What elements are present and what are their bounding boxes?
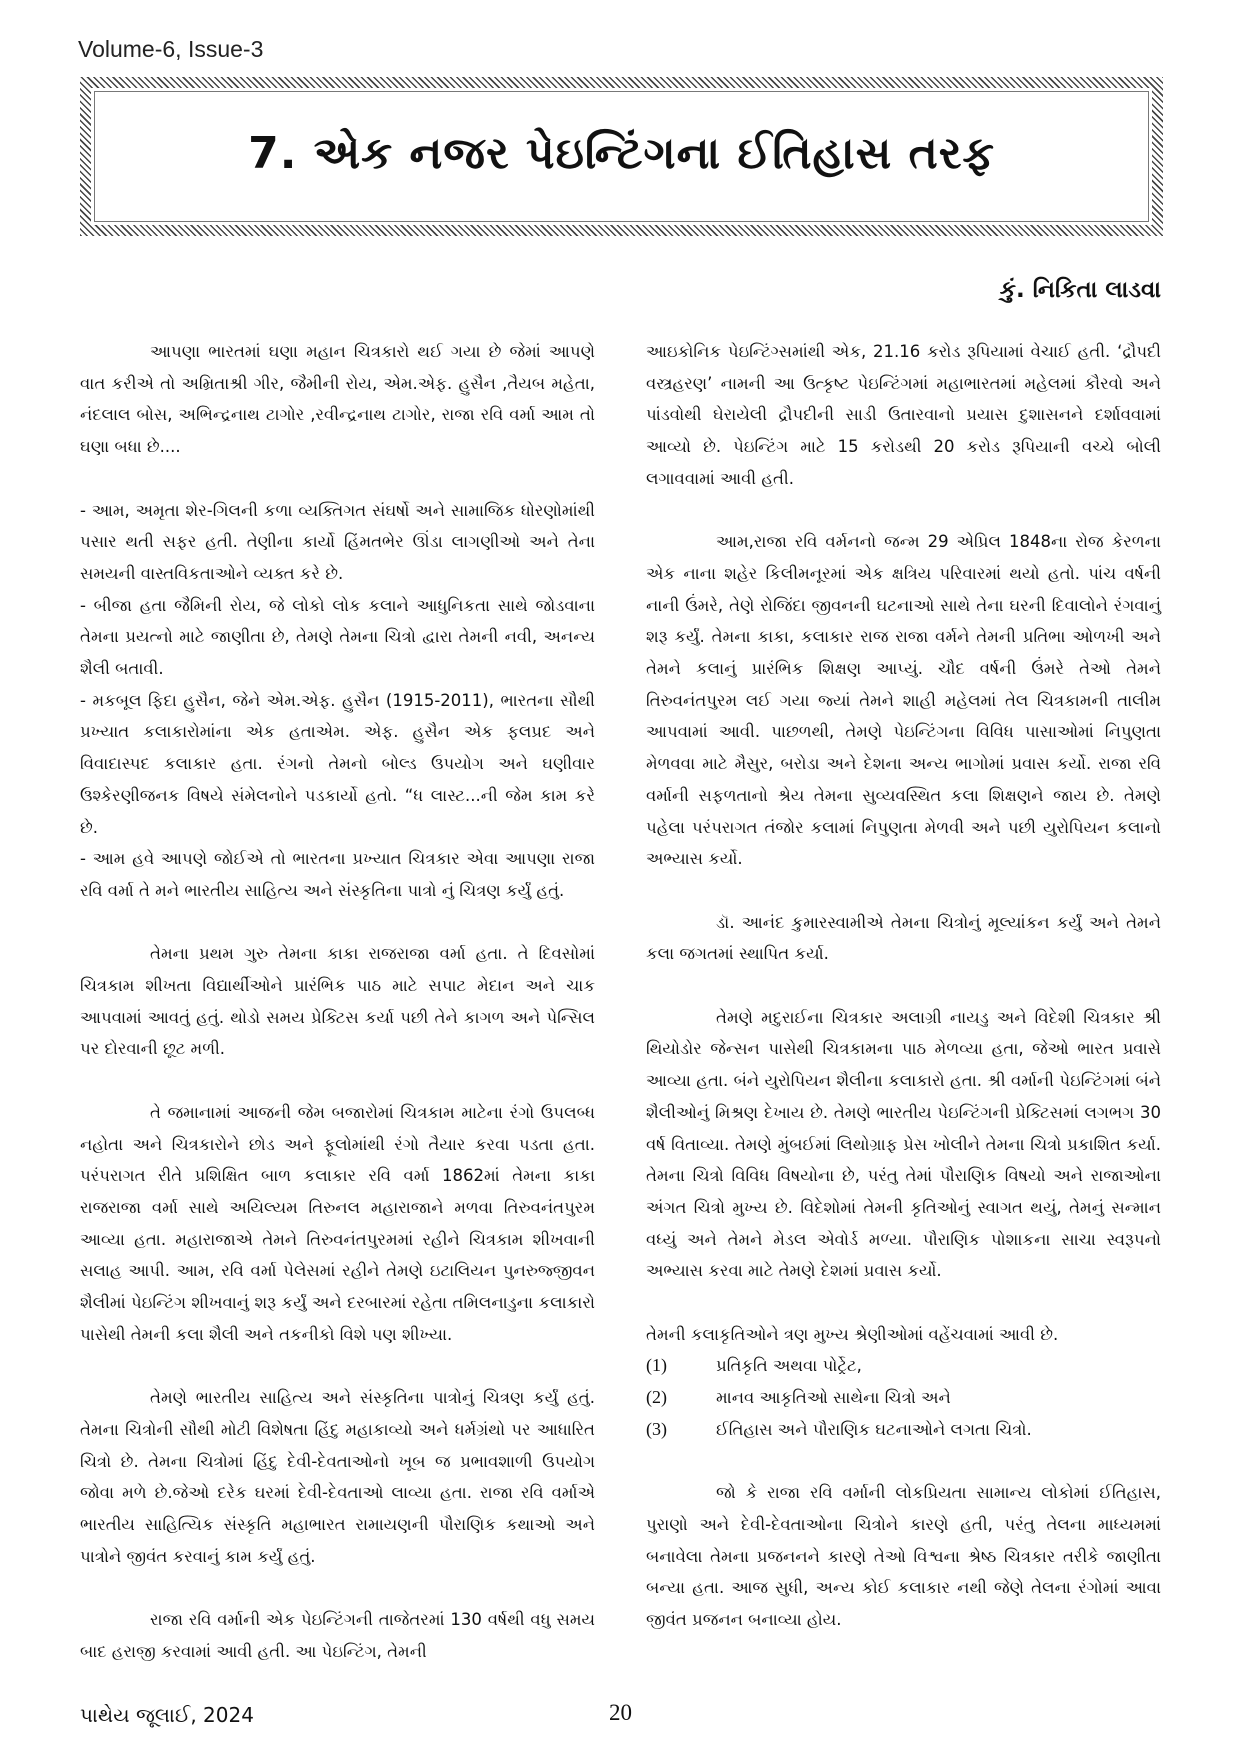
list-text: પ્રતિકૃતિ અથવા પોર્ટ્રેટ, bbox=[716, 1356, 862, 1376]
paragraph: - મકબૂલ ફિદા હુસૈન, જેને એમ.એફ. હુસૈન (1915-2011), ભારતના સૌથી પ્રખ્યાત કલાકારોમાંના એક હતાએમ. એફ. હુસૈન એક ફલપ્રદ અને વિવાદાસ્પદ કલાકાર હતા. રંગનો તેમનો બોલ્ડ ઉપયોગ અને ઘણીવાર ઉશ્કેરણીજનક વિષયે સંમેલનોને પડકાર્યો હતો. “ધ લાસ્ટ...ની જેમ કામ કરે છે. bbox=[80, 690, 595, 837]
paragraph: ડૉ. આનંદ કુમારસ્વામીએ તેમના ચિત્રોનું મૂલ્યાંકન કર્યું અને તેમને કલા જગતમાં સ્થાપિત કર્યા. bbox=[646, 912, 1161, 964]
right-column bbox=[646, 336, 1161, 1636]
list-text: માનવ આકૃતિઓ સાથેના ચિત્રો અને bbox=[716, 1388, 951, 1408]
paragraph: - આમ, અમૃતા શેર-ગિલની કળા વ્યક્તિગત સંઘર્ષો અને સામાજિક ધોરણોમાંથી પસાર થતી સફર હતી. તેણીના કાર્યો હિંમતભેર ઊંડા લાગણીઓ અને તેના સમયની વાસ્તવિકતાઓને વ્યક્ત કરે છે. bbox=[80, 500, 595, 583]
paragraph: તેમણે મદુરાઈના ચિત્રકાર અલાગ્રી નાયડુ અને વિદેશી ચિત્રકાર શ્રી થિયોડોર જેન્સન પાસેથી ચિત્રકામના પાઠ મેળવ્યા હતા, જેઓ ભારત પ્રવાસે આવ્યા હતા. બંને યુરોપિયન શૈલીના કલાકારો હતા. શ્રી વર્માની પેઇન્ટિંગમાં બંને શૈલીઓનું મિશ્રણ દેખાય છે. તેમણે ભારતીય પેઇન્ટિંગની પ્રેક્ટિસમાં લગભગ 30 વર્ષ વિતાવ્યા. તેમણે મુંબઈમાં લિથોગ્રાફ પ્રેસ ખોલીને તેમના ચિત્રો પ્રકાશિત કર્યા. તેમના ચિત્રો વિવિધ વિષયોના છે, પરંતુ તેમાં પૌરાણિક વિષયો અને રાજાઓના અંગત ચિત્રો મુખ્ય છે. વિદેશોમાં તેમની કૃતિઓનું સ્વાગત થયું, તેમનું સન્માન વધ્યું અને તેમને મેડલ એવોર્ડ મળ્યા. પૌરાણિક પોશાકના સાચા સ્વરૂપનો અભ્યાસ કરવા માટે તેમણે દેશમાં પ્રવાસ કર્યો. bbox=[646, 1007, 1161, 1281]
paragraph: તેમણે ભારતીય સાહિત્ય અને સંસ્કૃતિના પાત્રોનું ચિત્રણ કર્યું હતું. તેમના ચિત્રોની સૌથી મોટી વિશેષતા હિંદુ મહાકાવ્યો અને ધર્મગ્રંથો પર આધારિત ચિત્રો છે. તેમના ચિત્રોમાં હિંદુ દેવી-દેવતાઓનો ખૂબ જ પ્રભાવશાળી ઉપયોગ જોવા મળે છે.જેઓ દરેક ઘરમાં દેવી-દેવતાઓ લાવ્યા હતા. રાજા રવિ વર્માએ ભારતીય સાહિત્યિક સંસ્કૃતિ મહાભારત રામાયણની પૌરાણિક કથાઓ અને પાત્રોને જીવંત કરવાનું કામ કર્યું હતું. bbox=[80, 1388, 595, 1566]
left-column bbox=[80, 336, 595, 1667]
paragraph: તેમના પ્રથમ ગુરુ તેમના કાકા રાજરાજા વર્મા હતા. તે દિવસોમાં ચિત્રકામ શીખતા વિદ્યાર્થીઓને પ્રારંભિક પાઠ માટે સપાટ મેદાન અને ચાક આપવામાં આવતું હતું. થોડો સમય પ્રેક્ટિસ કર્યા પછી તેને કાગળ અને પેન્સિલ પર દોરવાની છૂટ મળી. bbox=[80, 944, 595, 1059]
paragraph: તે જમાનામાં આજની જેમ બજારોમાં ચિત્રકામ માટેના રંગો ઉપલબ્ધ નહોતા અને ચિત્રકારોને છોડ અને ફૂલોમાંથી રંગો તૈયાર કરવા પડતા હતા. પરંપરાગત રીતે પ્રશિક્ષિત બાળ કલાકાર રવિ વર્મા 1862માં તેમના કાકા રાજરાજા વર્મા સાથે અયિલ્યમ તિરુનલ મહારાજાને મળવા તિરુવનંતપુરમ આવ્યા હતા. મહારાજાએ તેમને તિરુવનંતપુરમમાં રહીને ચિત્રકામ શીખવાની સલાહ આપી. આમ, રવિ વર્મા પેલેસમાં રહીને તેમણે ઇટાલિયન પુનરુજ્જીવન શૈલીમાં પેઇન્ટિંગ શીખવાનું શરૂ કર્યું અને દરબારમાં રહેતા તમિલનાડુના કલાકારો પાસેથી તેમની કલા શૈલી અને તકનીકો વિશે પણ શીખ્યા. bbox=[80, 1102, 595, 1344]
list-item bbox=[646, 1350, 1161, 1382]
list-item bbox=[646, 1382, 1161, 1414]
article-title: 7. એક નજર પેઇન્ટિંગના ઈતિહાસ તરફ bbox=[248, 128, 995, 179]
paragraph: તેમની કલાકૃતિઓને ત્રણ મુખ્ય શ્રેણીઓમાં વહેંચવામાં આવી છે. bbox=[646, 1324, 1059, 1344]
paragraph: જો કે રાજા રવિ વર્માની લોકપ્રિયતા સામાન્ય લોકોમાં ઈતિહાસ, પુરાણો અને દેવી-દેવતાઓના ચિત્રોને કારણે હતી, પરંતુ તેલના માધ્યમમાં બનાવેલા તેમના પ્રજનનને કારણે તેઓ વિશ્વના શ્રેષ્ઠ ચિત્રકાર તરીકે જાણીતા બન્યા હતા. આજ સુધી, અન્ય કોઈ કલાકાર નથી જેણે તેલના રંગોમાં આવા જીવંત પ્રજનન બનાવ્યા હોય. bbox=[646, 1483, 1161, 1630]
list-number: (1) bbox=[646, 1355, 667, 1376]
title-frame bbox=[80, 77, 1163, 236]
list-number: (3) bbox=[646, 1418, 667, 1439]
paragraph: રાજા રવિ વર્માની એક પેઇન્ટિંગની તાજેતરમાં 130 વર્ષથી વધુ સમય બાદ હરાજી કરવામાં આવી હતી. આ પેઇન્ટિંગ, તેમની bbox=[80, 1610, 595, 1661]
paragraph: આમ,રાજા રવિ વર્મનનો જન્મ 29 એપ્રિલ 1848ના રોજ કેરળના એક નાના શહેર કિલીમનૂરમાં એક ક્ષત્રિય પરિવારમાં થયો હતો. પાંચ વર્ષની નાની ઉંમરે, તેણે રોજિંદા જીવનની ઘટનાઓ સાથે તેના ઘરની દિવાલોને રંગવાનું શરૂ કર્યું. તેમના કાકા, કલાકાર રાજ રાજા વર્મને તેમની પ્રતિભા ઓળખી અને તેમને કલાનું પ્રારંભિક શિક્ષણ આપ્યું. ચૌદ વર્ષની ઉંમરે તેઓ તેમને તિરુવનંતપુરમ લઈ ગયા જ્યાં તેમને શાહી મહેલમાં તેલ ચિત્રકામની તાલીમ આપવામાં આવી. પાછળથી, તેમણે પેઇન્ટિંગના વિવિધ પાસાઓમાં નિપુણતા મેળવવા માટે મૈસુર, બરોડા અને દેશના અન્ય ભાગોમાં પ્રવાસ કર્યો. રાજા રવિ વર્માની સફળતાનો શ્રેય તેમના સુવ્યવસ્થિત કલા શિક્ષણને જાય છે. તેમણે પહેલા પરંપરાગત તંજોર કલામાં નિપુણતા મેળવી અને પછી યુરોપિયન કલાનો અભ્યાસ કર્યો. bbox=[646, 532, 1162, 869]
category-list bbox=[646, 1350, 1161, 1445]
list-item bbox=[646, 1414, 1161, 1446]
paragraph: - બીજા હતા જૈમિની રોય, જે લોકો લોક કલાને આધુનિકતા સાથે જોડવાના તેમના પ્રયત્નો માટે જાણીતા છે, તેમણે તેમના ચિત્રો દ્વારા તેમની નવી, અનન્ય શૈલી બતાવી. bbox=[80, 595, 595, 679]
volume-issue: Volume-6, Issue-3 bbox=[78, 36, 264, 62]
page-number: 20 bbox=[609, 1700, 632, 1725]
paragraph: આઇકોનિક પેઇન્ટિંગ્સમાંથી એક, 21.16 કરોડ રૂપિયામાં વેચાઈ હતી. ‘દ્રૌપદી વસ્ત્રહરણ’ નામની આ ઉત્કૃષ્ટ પેઇન્ટિંગમાં મહાભારતમાં મહેલમાં કૌરવો અને પાંડવોથી ઘેરાયેલી દ્રૌપદીની સાડી ઉતારવાનો પ્રયાસ દુશાસનને દર્શાવવામાં આવ્યો છે. પેઇન્ટિંગ માટે 15 કરોડથી 20 કરોડ રૂપિયાની વચ્ચે બોલી લગાવવામાં આવી હતી. bbox=[646, 342, 1161, 488]
journal-footer: પાથેય જૂલાઈ, 2024 bbox=[80, 1703, 254, 1727]
paragraph: આપણા ભારતમાં ઘણા મહાન ચિત્રકારો થઈ ગયા છે જેમાં આપણે વાત કરીએ તો અમ્રિતાશ્રી ગીર, જૈમીની રોય, એમ.એફ. હુસૈન ,તૈયબ મહેતા, નંદલાલ બોસ, અભિન્દ્રનાથ ટાગોર ,રવીન્દ્રનાથ ટાગોર, રાજા રવિ વર્મા આમ તો ઘણા બધા છે.... bbox=[80, 342, 595, 457]
list-text: ઈતિહાસ અને પૌરાણિક ઘટનાઓને લગતા ચિત્રો. bbox=[716, 1419, 1032, 1439]
list-number: (2) bbox=[646, 1387, 667, 1408]
paragraph: - આમ હવે આપણે જોઈએ તો ભારતના પ્રખ્યાત ચિત્રકાર એવા આપણા રાજા રવિ વર્મા તે મને ભારતીય સાહિત્ય અને સંસ્કૃતિના પાત્રો નું ચિત્રણ કર્યું હતું. bbox=[80, 849, 595, 900]
author-name: કું. નિકિતા લાડવા bbox=[999, 277, 1161, 303]
